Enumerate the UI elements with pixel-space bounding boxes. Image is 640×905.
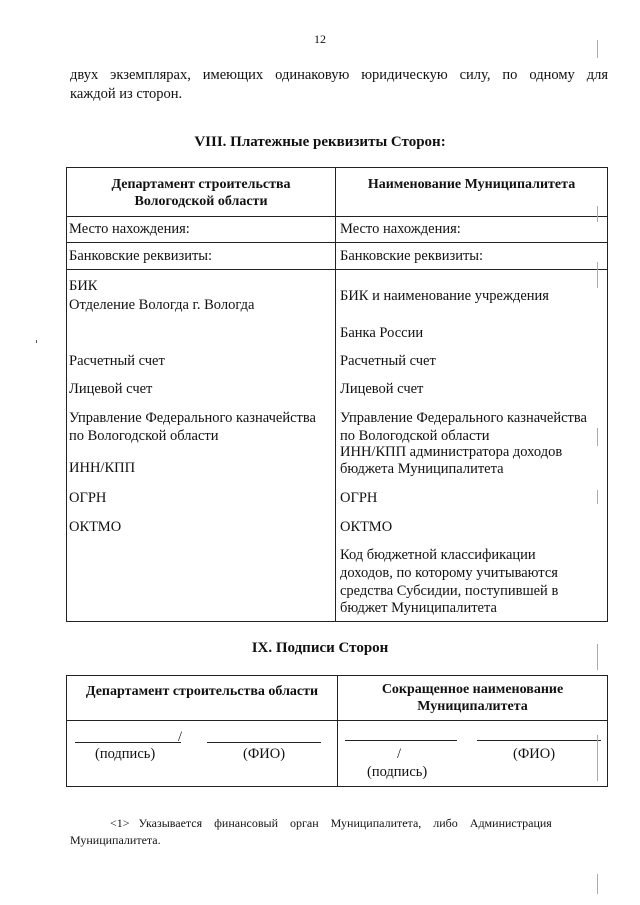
- right-personal-account: Лицевой счет: [340, 381, 424, 397]
- left-treasury-line-2: по Вологодской области: [69, 428, 219, 444]
- right-bank-russia: Банка России: [340, 325, 424, 341]
- footnote: [70, 815, 608, 849]
- right-ogrn: ОГРН: [340, 490, 378, 506]
- right-party-header: Наименование Муниципалитета: [367, 177, 576, 192]
- scan-mark: [597, 40, 598, 58]
- right-kbk-line-2: доходов, по которому учитываются: [340, 565, 558, 581]
- left-inn-kpp: ИНН/КПП: [69, 460, 136, 476]
- scan-mark: [597, 262, 598, 288]
- left-party-header: [67, 176, 335, 210]
- left-bank-details: Банковские реквизиты:: [69, 248, 213, 264]
- right-oktmo: ОКТМО: [340, 519, 393, 535]
- left-bik: БИК: [69, 278, 98, 294]
- left-personal-account: Лицевой счет: [69, 381, 153, 397]
- left-fio-label: (ФИО): [243, 746, 286, 762]
- right-fio-label: (ФИО): [513, 746, 556, 762]
- right-signature-line: [345, 740, 457, 741]
- scan-mark: [597, 428, 598, 446]
- intro-paragraph: [70, 66, 608, 104]
- right-location: Место нахождения:: [340, 221, 461, 237]
- table-divider: [335, 168, 336, 621]
- right-kbk-line-1: Код бюджетной классификации: [340, 547, 536, 563]
- scan-mark: [597, 874, 598, 894]
- right-treasury-line-1: Управление Федерального казначейства: [340, 410, 587, 426]
- right-header-line-2: Муниципалитета: [417, 699, 528, 714]
- right-bik: БИК и наименование учреждения: [340, 288, 549, 304]
- intro-line-1: двух экземплярах, имеющих одинаковую юридическую силу, по одному для: [70, 67, 608, 83]
- page-number: 12: [314, 32, 326, 46]
- right-treasury-line-2: по Вологодской области: [340, 428, 490, 444]
- footnote-line-2: Муниципалитета.: [70, 833, 161, 847]
- right-signature-header: [338, 681, 607, 715]
- table-row-line: [67, 269, 607, 270]
- left-header-line-2: Вологодской области: [134, 194, 268, 209]
- scan-mark: [597, 735, 598, 781]
- section-9-title: IX. Подписи Сторон: [251, 640, 389, 656]
- section-8-title: VIII. Платежные реквизиты Сторон:: [194, 134, 446, 150]
- intro-line-2: каждой из сторон.: [70, 86, 183, 102]
- scan-mark: [597, 644, 598, 670]
- left-ogrn: ОГРН: [69, 490, 107, 506]
- left-treasury-line-1: Управление Федерального казначейства: [69, 410, 316, 426]
- scan-mark: [597, 206, 598, 222]
- left-header-line-1: Департамент строительства: [111, 177, 291, 192]
- footnote-line-1: <1> Указывается финансовый орган Муниципалитета, либо Администрация: [110, 816, 552, 830]
- left-signature-label: (подпись): [95, 746, 156, 762]
- right-kbk-line-3: средства Субсидии, поступившей в: [340, 583, 559, 599]
- scan-mark: [36, 340, 37, 343]
- right-fio-line: [477, 740, 601, 741]
- left-fio-line: [207, 742, 321, 743]
- right-signature-label: (подпись): [367, 764, 428, 780]
- payment-details-table: [66, 167, 608, 622]
- signatures-table: [66, 675, 608, 787]
- right-slash: /: [397, 746, 402, 762]
- table-row-line: [67, 242, 607, 243]
- scan-mark: [597, 490, 598, 504]
- table-row-line: [67, 216, 607, 217]
- left-settlement-account: Расчетный счет: [69, 353, 165, 369]
- right-header-line-1: Сокращенное наименование: [381, 682, 564, 697]
- right-inn-line-1: ИНН/КПП администратора доходов: [340, 444, 563, 460]
- table-row-line: [67, 720, 607, 721]
- left-signature-header: Департамент строительства области: [85, 684, 319, 699]
- right-settlement-account: Расчетный счет: [340, 353, 436, 369]
- right-inn-line-2: бюджета Муниципалитета: [340, 461, 504, 477]
- left-oktmo: ОКТМО: [69, 519, 122, 535]
- left-slash: /: [178, 729, 183, 745]
- right-bank-details: Банковские реквизиты:: [340, 248, 484, 264]
- right-kbk-line-4: бюджет Муниципалитета: [340, 600, 497, 616]
- left-location: Место нахождения:: [69, 221, 190, 237]
- left-bank-branch: Отделение Вологда г. Вологда: [69, 297, 255, 313]
- left-signature-line: [75, 742, 181, 743]
